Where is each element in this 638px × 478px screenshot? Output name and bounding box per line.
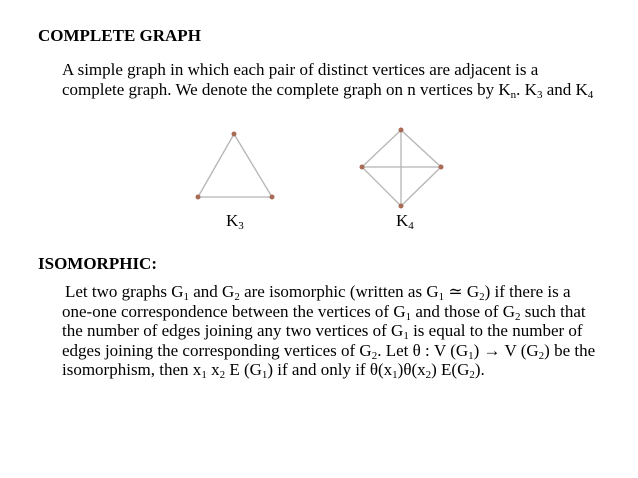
k3-label [226, 211, 244, 231]
subscript: 4 [587, 88, 594, 101]
text-segment: x [206, 360, 220, 379]
subscript: 1 [403, 330, 409, 342]
k4-label [396, 211, 414, 231]
text-segment: . Let θ : V (G [377, 340, 469, 360]
k3-label-base: K [226, 211, 239, 230]
text-segment: ) E(G [431, 360, 470, 379]
text-segment: ) → V (G [473, 340, 539, 360]
text-segment: and those of G [411, 301, 515, 321]
subscript: 1 [261, 369, 268, 381]
paragraph-isomorphic [62, 282, 602, 380]
subscript: 2 [371, 349, 378, 362]
k4-vertex [439, 165, 444, 170]
subscript: 1 [201, 369, 207, 381]
k4-vertex [399, 204, 404, 209]
k4-edge [362, 167, 401, 206]
text-segment: A simple graph in which each pair of distinct vertices are adjacent is a complete graph. We denote the complete graph on n vertices by K [62, 60, 539, 99]
subscript: n [510, 88, 517, 101]
text-segment: ) if and only if θ(x [267, 360, 393, 379]
text-segment: ). [474, 360, 485, 379]
k3-vertex [232, 132, 237, 137]
subscript: 1 [468, 349, 474, 362]
k3-vertex [270, 195, 275, 200]
k3-edge [198, 134, 234, 197]
paragraph-complete-graph [62, 60, 602, 99]
k3-edge [234, 134, 272, 197]
subscript: 2 [515, 310, 521, 323]
text-segment: are isomorphic (written as G [239, 282, 439, 301]
subscript: 2 [234, 291, 240, 303]
heading-complete-graph: COMPLETE GRAPH [38, 26, 201, 45]
k4-label-subscript: 4 [408, 220, 414, 232]
k4-edge [362, 130, 401, 167]
subscript: 2 [479, 291, 485, 303]
k3-label-subscript: 3 [238, 220, 244, 232]
text-segment: and K [542, 79, 588, 99]
subscript: 1 [405, 310, 412, 323]
subscript: 1 [183, 291, 190, 303]
subscript: 2 [425, 369, 432, 381]
heading-isomorphic: ISOMORPHIC: [38, 254, 157, 273]
k3-vertex [196, 195, 201, 200]
subscript: 3 [536, 88, 543, 101]
k4-vertex [360, 165, 365, 170]
text-segment: and G [189, 282, 235, 301]
text-segment: such that the number of edges joining any two vertices of G [62, 301, 586, 340]
text-segment: ≃ G [444, 282, 480, 301]
subscript: 2 [219, 369, 226, 381]
text-segment: ) if there is a one-one correspondence between the vertices of G [62, 282, 571, 321]
subscript: 1 [392, 369, 398, 381]
subscript: 2 [538, 349, 545, 362]
text-segment: ) be the isomorphism, then x [62, 340, 596, 379]
k4-edge [401, 167, 441, 206]
k3-graph [190, 125, 290, 205]
subscript: 2 [469, 369, 475, 381]
text-segment: E (G [225, 360, 262, 379]
subscript: 1 [438, 291, 445, 303]
text-segment: Let two graphs G [65, 282, 184, 301]
text-segment: is equal to the number of edges joining the corresponding vertices of G [62, 321, 583, 360]
k4-graph [355, 122, 455, 212]
k4-edge [401, 130, 441, 167]
k4-vertex [399, 128, 404, 133]
text-segment: . K [516, 79, 537, 99]
k4-label-base: K [396, 211, 409, 230]
text-segment: )θ(x [397, 360, 426, 379]
